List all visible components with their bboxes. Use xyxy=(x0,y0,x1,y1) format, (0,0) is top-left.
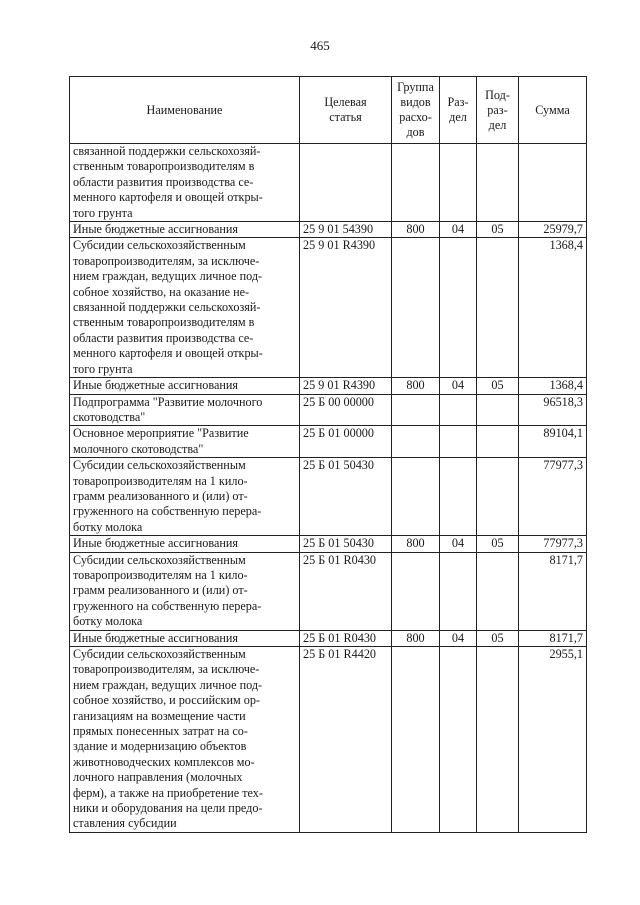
table-row xyxy=(70,426,587,458)
row-section xyxy=(440,552,477,630)
row-subsection xyxy=(477,647,519,833)
row-name: Субсидии сельскохозяйственным товаропроизводителям на 1 кило- грамм реализованного и (или) от- груженного на собственную перера- ботку молока xyxy=(70,552,300,630)
row-name: Субсидии сельскохозяйственным товаропроизводителям, за исключе- нием граждан, ведущих личное под- собное хозяйство, на оказание не- связанной поддержки сельскохозяй- ственным товаропроизводителям в области развития производства се- менного картофеля и овощей откры- того грунта xyxy=(70,238,300,378)
row-subsection xyxy=(477,426,519,458)
row-name: Подпрограмма "Развитие молочного скотоводства" xyxy=(70,394,300,426)
row-sum: 89104,1 xyxy=(519,426,587,458)
row-section xyxy=(440,458,477,536)
row-section xyxy=(440,647,477,833)
row-target-article: 25 Б 01 R0430 xyxy=(300,552,392,630)
row-sum: 96518,3 xyxy=(519,394,587,426)
table-row xyxy=(70,238,587,378)
row-section xyxy=(440,238,477,378)
row-subsection xyxy=(477,238,519,378)
row-target-article: 25 Б 01 00000 xyxy=(300,426,392,458)
table-row xyxy=(70,630,587,646)
row-target-article: 25 Б 00 00000 xyxy=(300,394,392,426)
row-section xyxy=(440,394,477,426)
row-expense-group xyxy=(392,394,440,426)
row-section: 04 xyxy=(440,378,477,394)
row-subsection xyxy=(477,552,519,630)
row-expense-group: 800 xyxy=(392,222,440,238)
row-section xyxy=(440,144,477,222)
header-sum: Сумма xyxy=(519,77,587,144)
table-row xyxy=(70,144,587,222)
table-row xyxy=(70,458,587,536)
row-expense-group xyxy=(392,458,440,536)
row-section xyxy=(440,426,477,458)
row-expense-group xyxy=(392,238,440,378)
row-subsection xyxy=(477,144,519,222)
row-subsection xyxy=(477,394,519,426)
row-subsection: 05 xyxy=(477,378,519,394)
row-expense-group xyxy=(392,552,440,630)
budget-table xyxy=(69,76,587,833)
row-subsection xyxy=(477,458,519,536)
row-target-article xyxy=(300,144,392,222)
header-target-article: Целевая статья xyxy=(300,77,392,144)
row-subsection: 05 xyxy=(477,630,519,646)
table-row xyxy=(70,536,587,552)
row-name: Основное мероприятие "Развитие молочного скотоводства" xyxy=(70,426,300,458)
table-row xyxy=(70,394,587,426)
row-target-article: 25 Б 01 50430 xyxy=(300,458,392,536)
row-target-article: 25 9 01 R4390 xyxy=(300,378,392,394)
row-expense-group: 800 xyxy=(392,630,440,646)
row-sum: 1368,4 xyxy=(519,378,587,394)
table-row xyxy=(70,552,587,630)
table-row xyxy=(70,647,587,833)
row-sum xyxy=(519,144,587,222)
row-section: 04 xyxy=(440,536,477,552)
row-name: Субсидии сельскохозяйственным товаропроизводителям, за исключе- нием граждан, ведущих личное под- собное хозяйство, и российским ор- ганизациям на возмещение части прямых понесенных затрат на со- здание и модернизацию объектов животноводческих комплексов мо- лочного направления (молочных ферм), а также на приобретение тех- ники и оборудования на цели предо- ставления субсидии xyxy=(70,647,300,833)
row-section: 04 xyxy=(440,630,477,646)
row-subsection: 05 xyxy=(477,222,519,238)
row-expense-group xyxy=(392,144,440,222)
row-target-article: 25 Б 01 50430 xyxy=(300,536,392,552)
table-row xyxy=(70,378,587,394)
header-section: Раз- дел xyxy=(440,77,477,144)
row-sum: 2955,1 xyxy=(519,647,587,833)
row-target-article: 25 Б 01 R0430 xyxy=(300,630,392,646)
row-target-article: 25 9 01 54390 xyxy=(300,222,392,238)
table-row xyxy=(70,222,587,238)
row-section: 04 xyxy=(440,222,477,238)
row-name: Иные бюджетные ассигнования xyxy=(70,630,300,646)
row-name: Субсидии сельскохозяйственным товаропроизводителям на 1 кило- грамм реализованного и (или) от- груженного на собственную перера- ботку молока xyxy=(70,458,300,536)
table-header-row xyxy=(70,77,587,144)
header-expense-group: Группа видов расхо- дов xyxy=(392,77,440,144)
row-target-article: 25 Б 01 R4420 xyxy=(300,647,392,833)
page-number: 465 xyxy=(310,38,330,53)
row-sum: 8171,7 xyxy=(519,552,587,630)
row-expense-group xyxy=(392,426,440,458)
row-expense-group xyxy=(392,647,440,833)
row-sum: 77977,3 xyxy=(519,536,587,552)
row-target-article: 25 9 01 R4390 xyxy=(300,238,392,378)
header-subsection: Под- раз- дел xyxy=(477,77,519,144)
row-expense-group: 800 xyxy=(392,378,440,394)
row-sum: 8171,7 xyxy=(519,630,587,646)
row-sum: 77977,3 xyxy=(519,458,587,536)
row-expense-group: 800 xyxy=(392,536,440,552)
header-name: Наименование xyxy=(70,77,300,144)
row-subsection: 05 xyxy=(477,536,519,552)
row-name: Иные бюджетные ассигнования xyxy=(70,222,300,238)
row-name: Иные бюджетные ассигнования xyxy=(70,536,300,552)
row-sum: 25979,7 xyxy=(519,222,587,238)
row-name: Иные бюджетные ассигнования xyxy=(70,378,300,394)
row-name: связанной поддержки сельскохозяй- ственным товаропроизводителям в области развития производства се- менного картофеля и овощей откры- того грунта xyxy=(70,144,300,222)
row-sum: 1368,4 xyxy=(519,238,587,378)
